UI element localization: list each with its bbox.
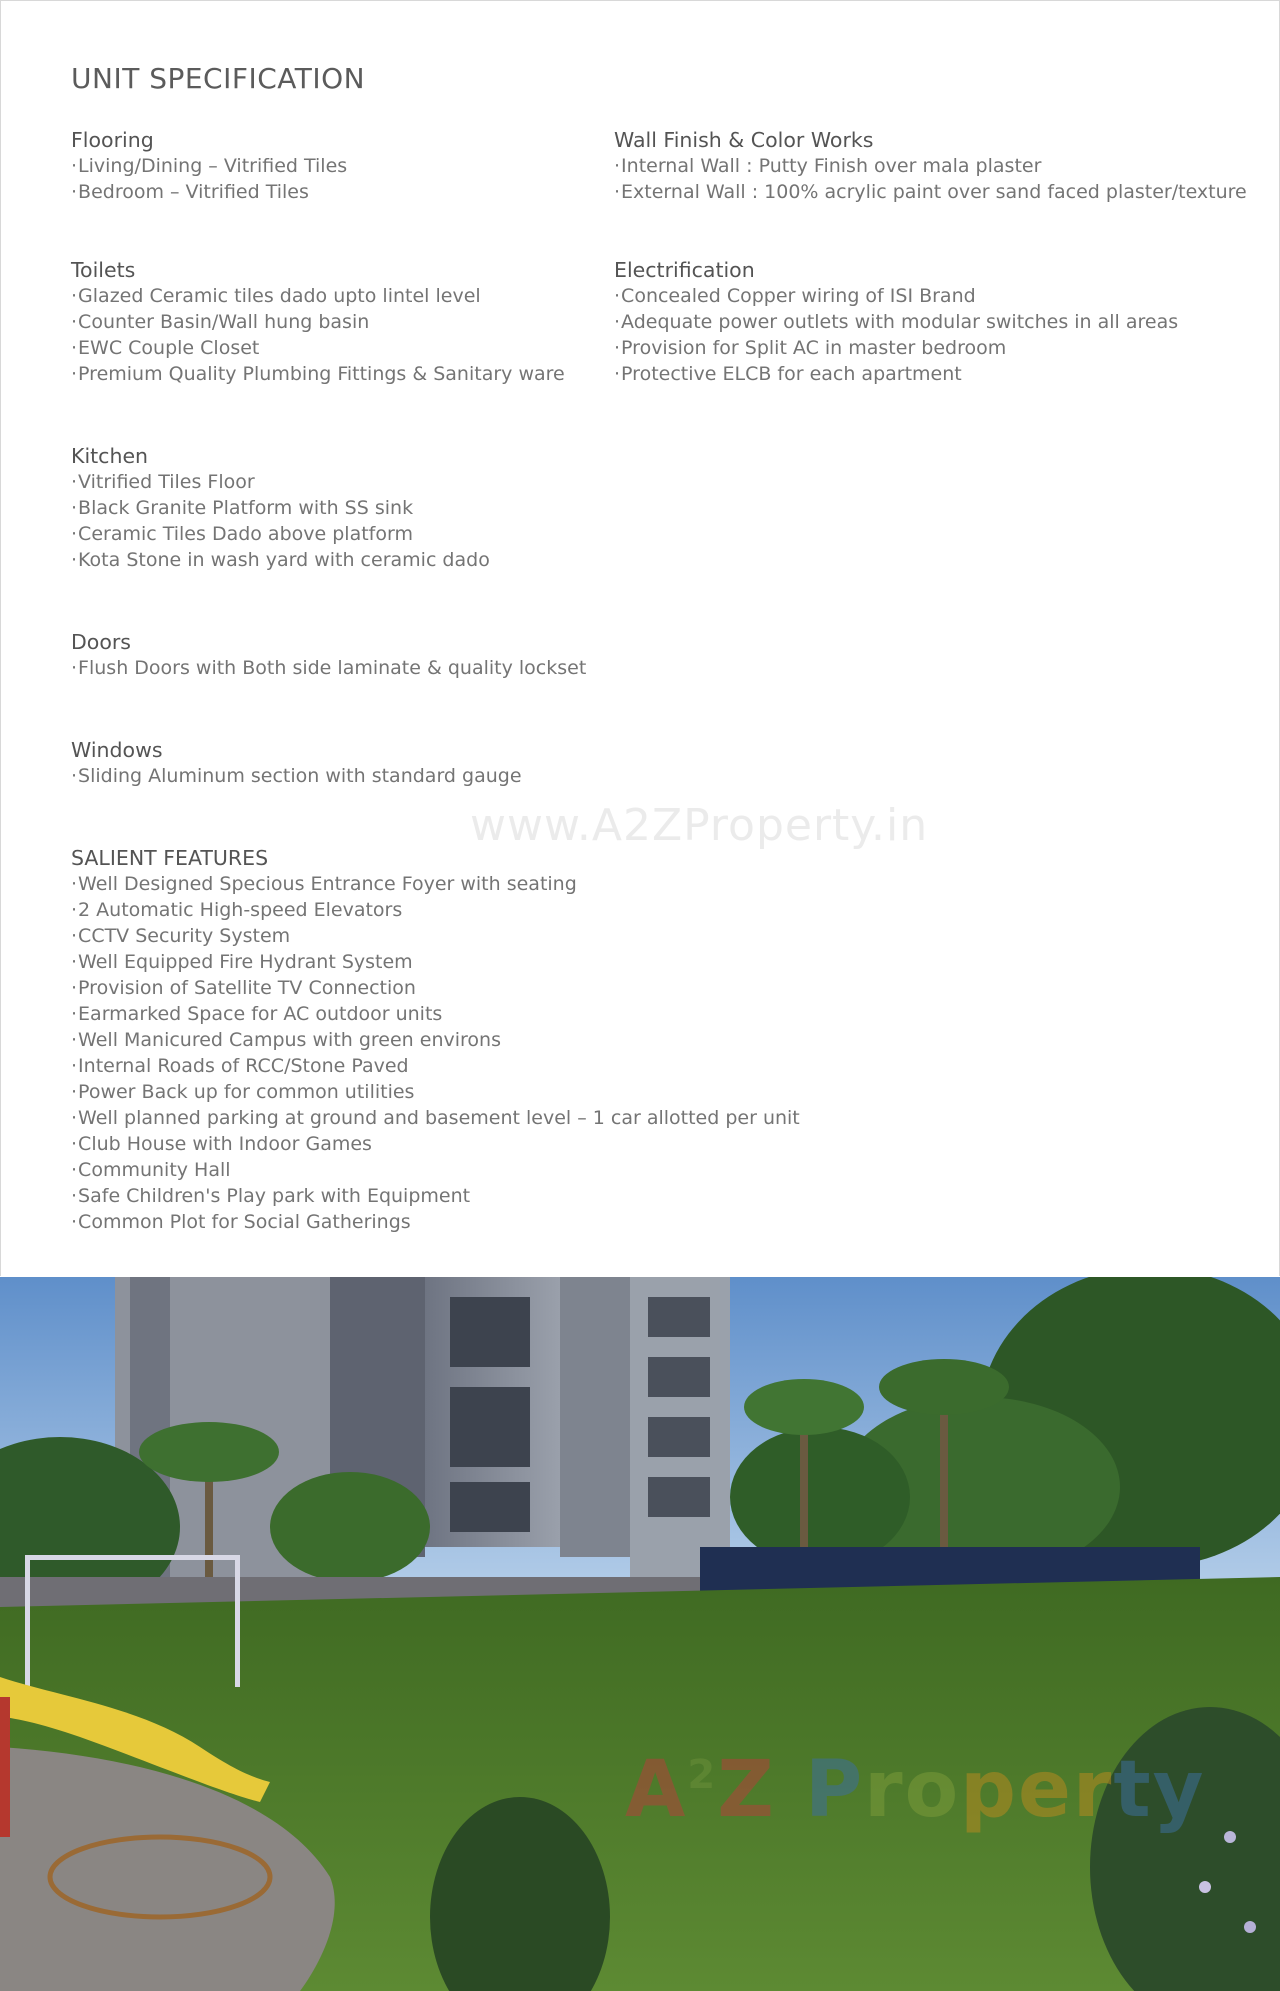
list-item: ·Black Granite Platform with SS sink <box>71 497 414 519</box>
section-heading: Kitchen <box>71 444 149 468</box>
list-item: ·Well Manicured Campus with green environs <box>71 1029 501 1051</box>
list-item: ·Concealed Copper wiring of ISI Brand <box>614 285 976 307</box>
section-windows <box>71 737 522 789</box>
list-item: ·Well Equipped Fire Hydrant System <box>71 951 413 973</box>
list-item: ·Well planned parking at ground and basement level – 1 car allotted per unit <box>71 1107 800 1129</box>
list-item: ·Provision of Satellite TV Connection <box>71 977 416 999</box>
a2z-property-logo: $A^2Z$ Property <box>625 1745 1206 1835</box>
list-item: ·EWC Couple Closet <box>71 337 260 359</box>
list-item: ·Glazed Ceramic tiles dado upto lintel level <box>71 285 481 307</box>
section-heading: Electrification <box>614 258 755 282</box>
section-electrification <box>614 257 1178 387</box>
list-item: ·Well Designed Specious Entrance Foyer with seating <box>71 873 577 895</box>
section-heading: Doors <box>71 630 131 654</box>
section-kitchen <box>71 443 490 573</box>
site-watermark: www.A2ZProperty.in <box>470 800 929 851</box>
list-item: ·2 Automatic High-speed Elevators <box>71 899 403 921</box>
list-item: ·Provision for Split AC in master bedroom <box>614 337 1007 359</box>
section-salient-features <box>71 845 800 1235</box>
list-item: ·Adequate power outlets with modular switches in all areas <box>614 311 1179 333</box>
section-doors <box>71 629 586 681</box>
list-item: ·CCTV Security System <box>71 925 291 947</box>
list-item: ·Sliding Aluminum section with standard gauge <box>71 765 522 787</box>
section-heading: Wall Finish & Color Works <box>614 128 874 152</box>
section-wall-finish <box>614 127 1247 205</box>
list-item: ·Club House with Indoor Games <box>71 1133 372 1155</box>
page-title: UNIT SPECIFICATION <box>71 62 366 95</box>
list-item: ·Common Plot for Social Gatherings <box>71 1211 411 1233</box>
section-heading: Windows <box>71 738 163 762</box>
list-item: ·Living/Dining – Vitrified Tiles <box>71 155 348 177</box>
list-item: ·Protective ELCB for each apartment <box>614 363 962 385</box>
list-item: ·Internal Wall : Putty Finish over mala plaster <box>614 155 1042 177</box>
list-item: ·Community Hall <box>71 1159 231 1181</box>
list-item: ·Kota Stone in wash yard with ceramic dado <box>71 549 490 571</box>
section-heading: Flooring <box>71 128 154 152</box>
list-item: ·Ceramic Tiles Dado above platform <box>71 523 413 545</box>
list-item: ·Internal Roads of RCC/Stone Paved <box>71 1055 409 1077</box>
section-toilets <box>71 257 565 387</box>
list-item: ·Premium Quality Plumbing Fittings & Sanitary ware <box>71 363 565 385</box>
list-item: ·External Wall : 100% acrylic paint over sand faced plaster/texture <box>614 181 1247 203</box>
list-item: ·Power Back up for common utilities <box>71 1081 415 1103</box>
list-item: ·Flush Doors with Both side laminate & quality lockset <box>71 657 587 679</box>
section-heading: Toilets <box>71 258 136 282</box>
list-item: ·Counter Basin/Wall hung basin <box>71 311 370 333</box>
section-flooring <box>71 127 347 205</box>
section-heading: SALIENT FEATURES <box>71 846 269 870</box>
list-item: ·Vitrified Tiles Floor <box>71 471 255 493</box>
list-item: ·Safe Children's Play park with Equipment <box>71 1185 471 1207</box>
landscape-photo <box>0 1277 1280 1991</box>
list-item: ·Bedroom – Vitrified Tiles <box>71 181 309 203</box>
list-item: ·Earmarked Space for AC outdoor units <box>71 1003 443 1025</box>
